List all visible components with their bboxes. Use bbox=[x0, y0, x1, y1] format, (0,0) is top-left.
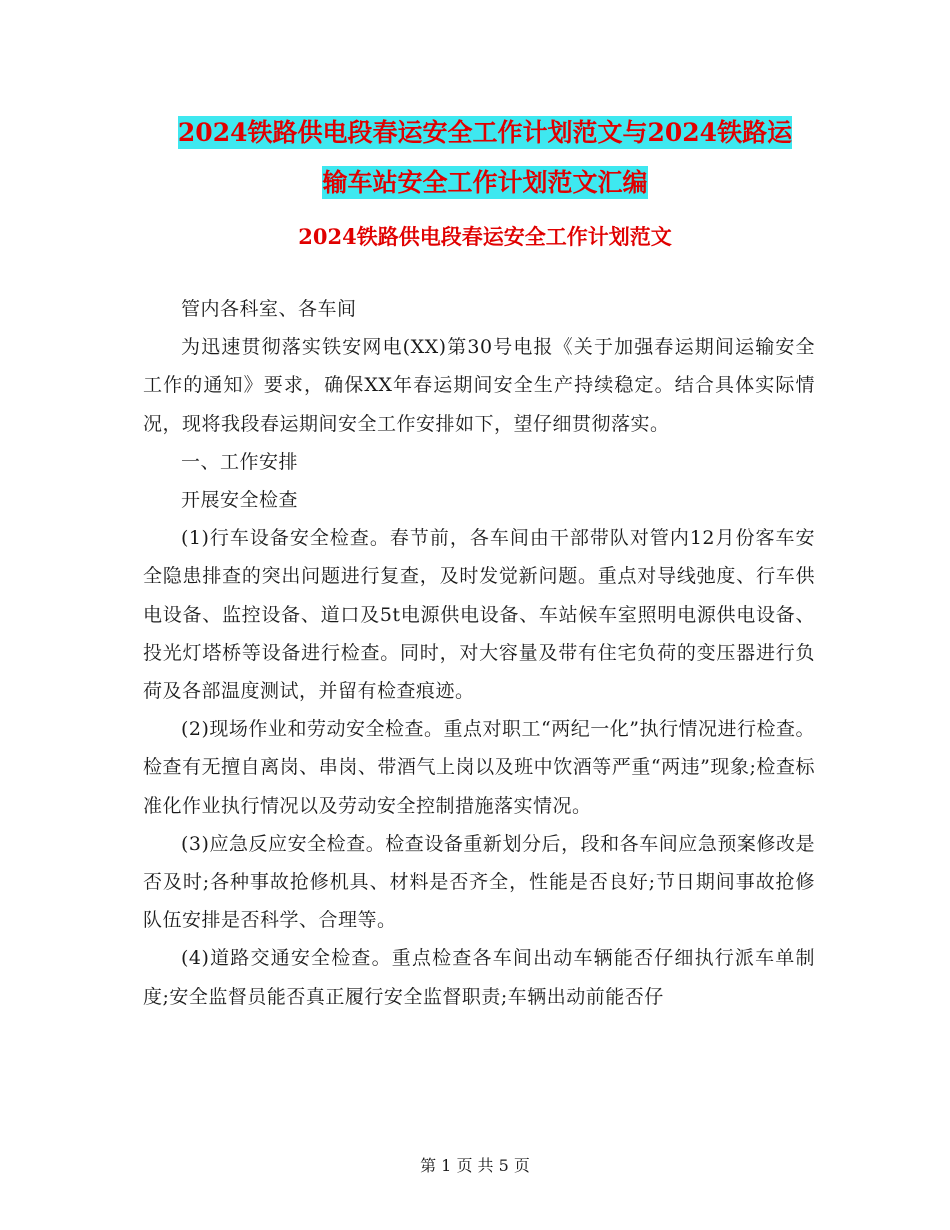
document-main-title bbox=[140, 108, 830, 208]
paragraph-item-2: (2)现场作业和劳动安全检查。重点对职工“两纪一化”执行情况进行检查。检查有无擅自离岗、串岗、带酒气上岗以及班中饮酒等严重“两违”现象;检查标准化作业执行情况以及劳动安全控制措施落实情况。 bbox=[143, 718, 815, 817]
paragraph-item-3: (3)应急反应安全检查。检查设备重新划分后，段和各车间应急预案修改是否及时;各种事故抢修机具、材料是否齐全，性能是否良好;节日期间事故抢修队伍安排是否科学、合理等。 bbox=[143, 832, 815, 932]
document-body bbox=[143, 290, 815, 1016]
heading-work-arrangement: 一、工作安排 bbox=[181, 450, 299, 473]
section-title: 2024铁路供电段春运安全工作计划范文 bbox=[298, 224, 672, 249]
paragraph-intro: 为迅速贯彻落实铁安网电(XX)第30号电报《关于加强春运期间运输安全工作的通知》要求，确保XX年春运期间安全生产持续稳定。结合具体实际情况，现将我段春运期间安全工作安排如下，望仔细贯彻落实。 bbox=[143, 336, 815, 435]
paragraph-item-1: (1)行车设备安全检查。春节前，各车间由干部带队对管内12月份客车安全隐患排查的突出问题进行复查，及时发觉新问题。重点对导线弛度、行车供电设备、监控设备、道口及5t电源供电设备、车站候车室照明电源供电设备、投光灯塔桥等设备进行检查。同时，对大容量及带有住宅负荷的变压器进行负荷及各部温度测试，并留有检查痕迹。 bbox=[143, 527, 815, 703]
page-number-footer: 第 1 页 共 5 页 bbox=[420, 1156, 530, 1175]
main-title-line-2: 输车站安全工作计划范文汇编 bbox=[322, 168, 648, 197]
subheading-safety-inspection: 开展安全检查 bbox=[181, 489, 299, 512]
paragraph-item-4: (4)道路交通安全检查。重点检查各车间出动车辆能否仔细执行派车单制度;安全监督员能否真正履行安全监督职责;车辆出动前能否仔 bbox=[143, 947, 815, 1008]
main-title-line-1: 2024铁路供电段春运安全工作计划范文与2024铁路运 bbox=[177, 118, 793, 147]
paragraph-recipients: 管内各科室、各车间 bbox=[181, 298, 357, 320]
